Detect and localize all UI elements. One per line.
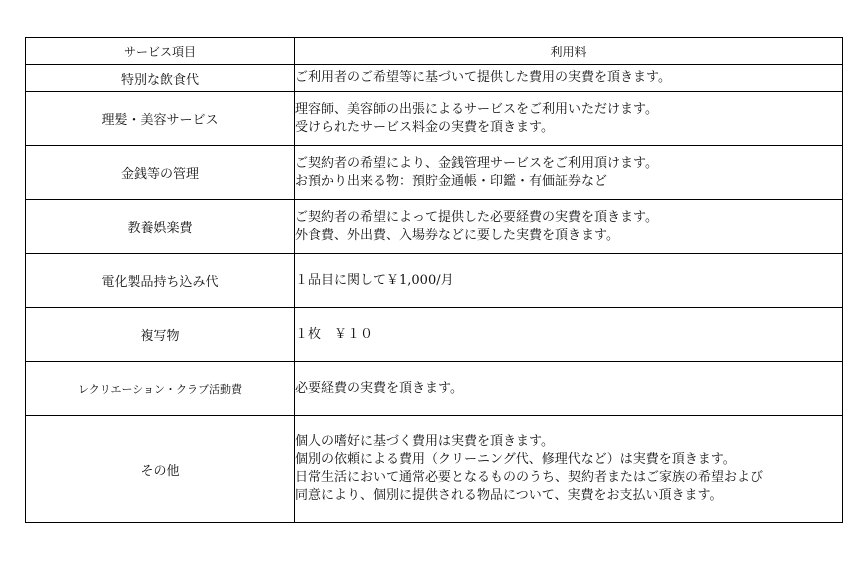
fee-description-line: 個別の依頼による費用（クリーニング代、修理代など）は実費を頂きます。 [295, 452, 736, 467]
table-row [26, 146, 843, 200]
table-row [26, 362, 843, 416]
fee-description-line: 外食費、外出費、入場券などに要した実費を頂きます。 [295, 227, 619, 243]
fee-description-line: ご契約者の希望により、金銭管理サービスをご利用頂けます。 [295, 155, 658, 171]
table-row [26, 200, 843, 254]
table-row [26, 308, 843, 362]
service-item-cell: その他 [26, 416, 295, 523]
table-row [26, 254, 843, 308]
fee-description-line: 必要経費の実費を頂きます。 [295, 380, 463, 396]
fee-description-cell [295, 146, 843, 200]
header-service-item: サービス項目 [26, 38, 295, 65]
header-row [26, 38, 843, 65]
table-row [26, 65, 843, 92]
table-row [26, 92, 843, 146]
fee-description-line: １枚 ￥１０ [295, 326, 374, 342]
fee-description-cell [295, 416, 843, 523]
service-item-cell: 特別な飲食代 [26, 65, 295, 92]
service-item-cell: 電化製品持ち込み代 [26, 254, 295, 308]
fee-description-line: １品目に関して￥1,000/月 [295, 272, 454, 288]
service-item-cell: 理髪・美容サービス [26, 92, 295, 146]
fee-description-cell [295, 200, 843, 254]
fee-description-line: 受けられたサービス料金の実費を頂きます。 [295, 119, 554, 135]
fee-description-cell [295, 254, 843, 308]
fee-description-cell [295, 92, 843, 146]
header-fee: 利用料 [295, 38, 843, 65]
fee-description-line: 同意により、個別に提供される物品について、実費をお支払い頂きます。 [295, 488, 723, 503]
fee-description-line: 日常生活において通常必要となるもののうち、契約者またはご家族の希望および [295, 470, 764, 485]
fee-description-line: ご契約者の希望によって提供した必要経費の実費を頂きます。 [295, 209, 658, 225]
fee-table [25, 37, 843, 523]
service-item-cell: レクリエーション・クラブ活動費 [26, 362, 295, 416]
service-item-cell: 金銭等の管理 [26, 146, 295, 200]
service-item-cell: 教養娯楽費 [26, 200, 295, 254]
fee-description-cell [295, 308, 843, 362]
fee-description-line: ご利用者のご希望等に基づいて提供した費用の実費を頂きます。 [295, 70, 671, 85]
service-item-cell: 複写物 [26, 308, 295, 362]
table-row [26, 416, 843, 523]
fee-description-cell [295, 362, 843, 416]
fee-description-cell [295, 65, 843, 92]
fee-description-line: 理容師、美容師の出張によるサービスをご利用いただけます。 [295, 101, 658, 117]
fee-description-line: お預かり出来る物：預貯金通帳・印鑑・有価証券など [295, 173, 608, 189]
fee-description-line: 個人の嗜好に基づく費用は実費を頂きます。 [295, 434, 554, 449]
